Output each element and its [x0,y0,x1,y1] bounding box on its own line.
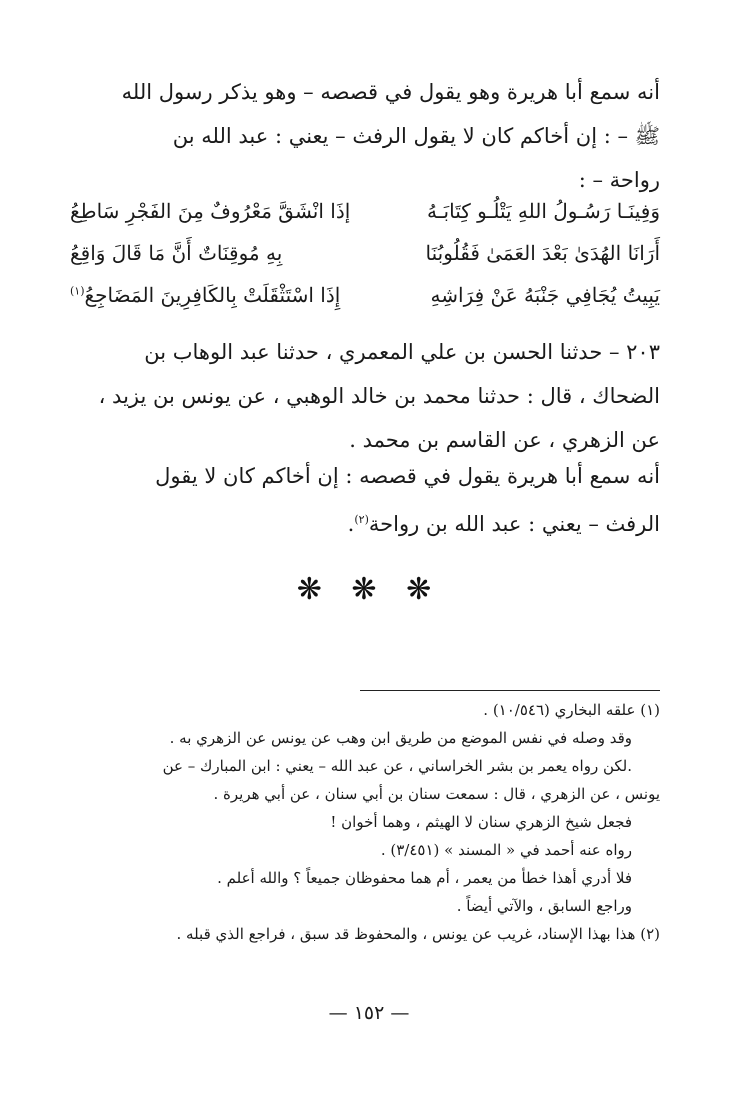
footnote-rule [360,690,660,691]
text-span: الرفث – يعني : عبد الله بن رواحة [368,512,660,536]
verse-first-hemistich: يَبِيتُ يُجَافِي جَنْبَهُ عَنْ فِرَاشِهِ [430,283,660,307]
footnote-line: .لكن رواه يعمر بن بشر الخراساني ، عن عبد الله – يعني : ابن المبارك – عن [162,757,632,775]
footnote-line: وقد وصله في نفس الموضع من طريق ابن وهب عن يونس عن الزهري به . [169,729,632,747]
text-line: الضحاك ، قال : حدثنا محمد بن خالد الوهبي ، عن يونس بن يزيد ، [98,384,660,408]
footnote-line: (٢) هذا بهذا الإسناد، غريب عن يونس ، والمحفوظ قد سبق ، فراجع الذي قبله . [176,925,660,943]
verse-text: إِذَا اسْتَثْقَلَتْ بِالكَافِرِينَ المَضَاجِعُ [84,283,341,307]
poem-verses [70,190,660,316]
footnote-ref: (٢) [354,513,369,526]
text-line [70,498,660,546]
verse-line [70,190,660,232]
footnote-line: (١) علقه البخاري (١٠/٥٤٦) . [483,701,660,719]
text-line: أنه سمع أبا هريرة يقول في قصصه : إن أخاكم كان لا يقول [155,464,660,488]
footnote-ref: (١) [70,284,85,298]
paragraph-hadith-203 [70,330,660,462]
verse-first-hemistich: أَرَانَا الهُدَىٰ بَعْدَ العَمَىٰ فَقُلُوبُنَا [425,241,660,265]
text-line: عن الزهري ، عن القاسم بن محمد . [349,428,660,452]
text-line: رواحة – : [578,168,660,192]
footnotes [70,696,660,948]
verse-first-hemistich: وَفِينَـا رَسُـولُ اللهِ يَتْلُـو كِتَابَـهُ [426,199,660,223]
page-number: — ١٥٢ — [328,1002,410,1024]
section-separator: ❋ ❋ ❋ [296,572,442,607]
verse-second-hemistich: إذَا انْشَقَّ مَعْرُوفٌ مِنَ الفَجْرِ سَاطِعُ [70,199,351,223]
paragraph-hadith-intro [70,70,660,202]
text-span: . [347,512,355,536]
verse-line [70,274,660,316]
footnote-line: فجعل شيخ الزهري سنان لا الهيثم ، وهما أخوان ! [330,813,632,831]
footnote-line: يونس ، عن الزهري ، قال : سمعت سنان بن أبي سنان ، عن أبي هريرة . [213,785,660,803]
text-line: أنه سمع أبا هريرة وهو يقول في قصصه – وهو يذكر رسول الله [121,80,660,104]
footnote-line: رواه عنه أحمد في « المسند » (٣/٤٥١) . [380,841,632,859]
verse-line [70,232,660,274]
verse-second-hemistich: بِهِ مُوقِنَاتٌ أَنَّ مَا قَالَ وَاقِعُ [70,241,283,265]
footnote-line: فلا أدري أهذا خطأ من يعمر ، أم هما محفوظان جميعاً ؟ والله أعلم . [217,869,632,887]
verse-second-hemistich [70,283,365,307]
text-line: ﷺ – : إن أخاكم كان لا يقول الرفث – يعني : عبد الله بن [172,124,660,148]
footnote-line: وراجع السابق ، والآتي أيضاً . [456,897,632,915]
text-line: ٢٠٣ – حدثنا الحسن بن علي المعمري ، حدثنا عبد الوهاب بن [144,340,660,364]
paragraph-hadith-matn [70,454,660,546]
